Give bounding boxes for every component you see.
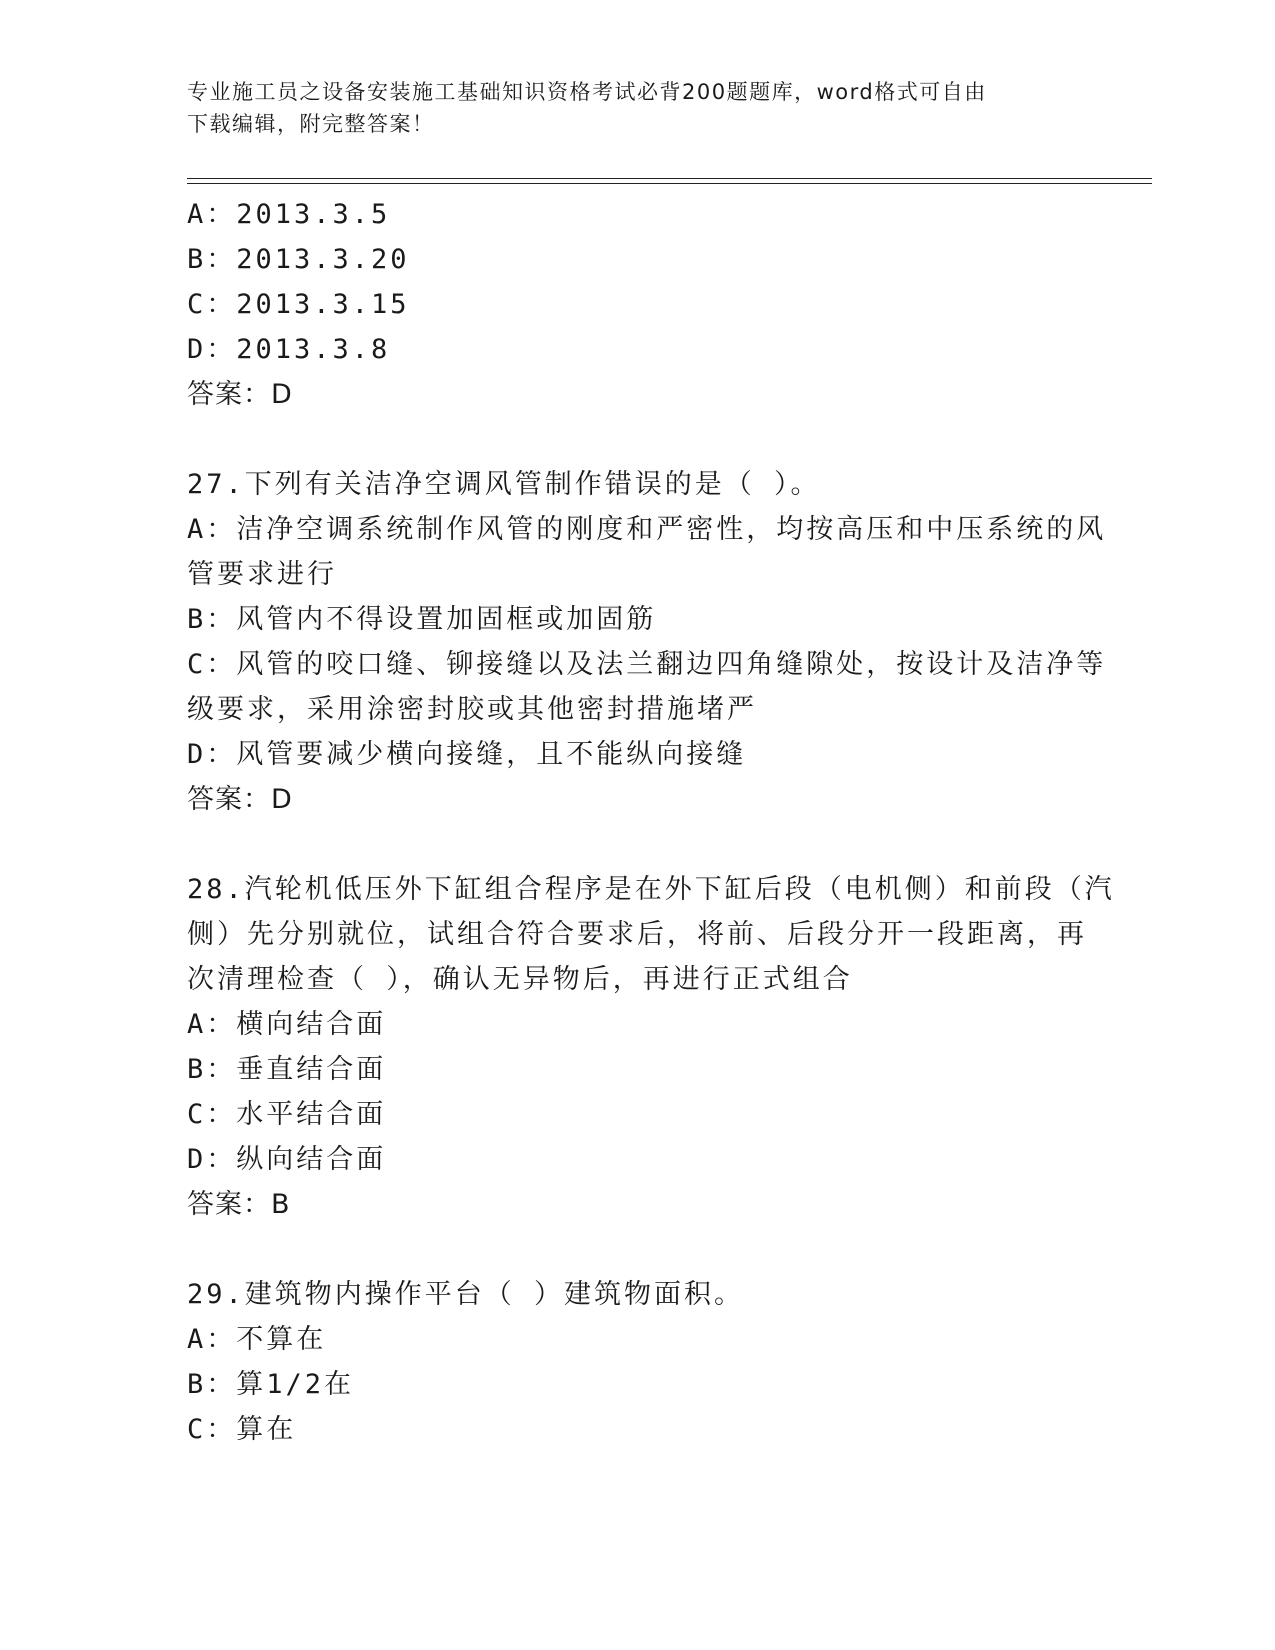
option-b: B：垂直结合面 (187, 1054, 387, 1085)
option-b: B：2013.3.20 (187, 244, 410, 275)
answer: 答案：B (187, 1189, 291, 1220)
question-29: 29.建筑物内操作平台（ ）建筑物面积。 (187, 1279, 745, 1310)
option-c: C：风管的咬口缝、铆接缝以及法兰翻边四角缝隙处，按设计及洁净等 (187, 649, 1107, 680)
question-28: 28.汽轮机低压外下缸组合程序是在外下缸后段（电机侧）和前段（汽 (187, 874, 1115, 905)
question-28-continued: 次清理检查（ ），确认无异物后，再进行正式组合 (187, 964, 853, 995)
option-b: B：风管内不得设置加固框或加固筋 (187, 604, 657, 635)
question-28-continued: 侧）先分别就位，试组合符合要求后，将前、后段分开一段距离，再 (187, 919, 1087, 950)
option-d: D：2013.3.8 (187, 334, 391, 365)
question-27: 27.下列有关洁净空调风管制作错误的是（ ）。 (187, 469, 821, 500)
option-a: A：2013.3.5 (187, 199, 391, 230)
option-c: C：算在 (187, 1414, 297, 1445)
option-a-continued: 管要求进行 (187, 559, 337, 590)
header-line-2: 下载编辑，附完整答案！ (187, 112, 435, 136)
option-a: A：洁净空调系统制作风管的刚度和严密性，均按高压和中压系统的风 (187, 514, 1107, 545)
option-d: D：风管要减少横向接缝，且不能纵向接缝 (187, 739, 747, 770)
option-c: C：水平结合面 (187, 1099, 387, 1130)
header-line-1: 专业施工员之设备安装施工基础知识资格考试必背200题题库，word格式可自由 (187, 80, 987, 104)
option-c: C：2013.3.15 (187, 289, 410, 320)
header-divider-top (187, 178, 1152, 179)
header-divider-bottom (187, 183, 1152, 184)
answer: 答案：D (187, 784, 293, 815)
option-a: A：不算在 (187, 1324, 327, 1355)
option-a: A：横向结合面 (187, 1009, 387, 1040)
document-header (187, 76, 1067, 140)
option-d: D：纵向结合面 (187, 1144, 387, 1175)
option-c-continued: 级要求，采用涂密封胶或其他密封措施堵严 (187, 694, 757, 725)
answer: 答案：D (187, 379, 293, 410)
option-b: B：算1/2在 (187, 1369, 355, 1400)
